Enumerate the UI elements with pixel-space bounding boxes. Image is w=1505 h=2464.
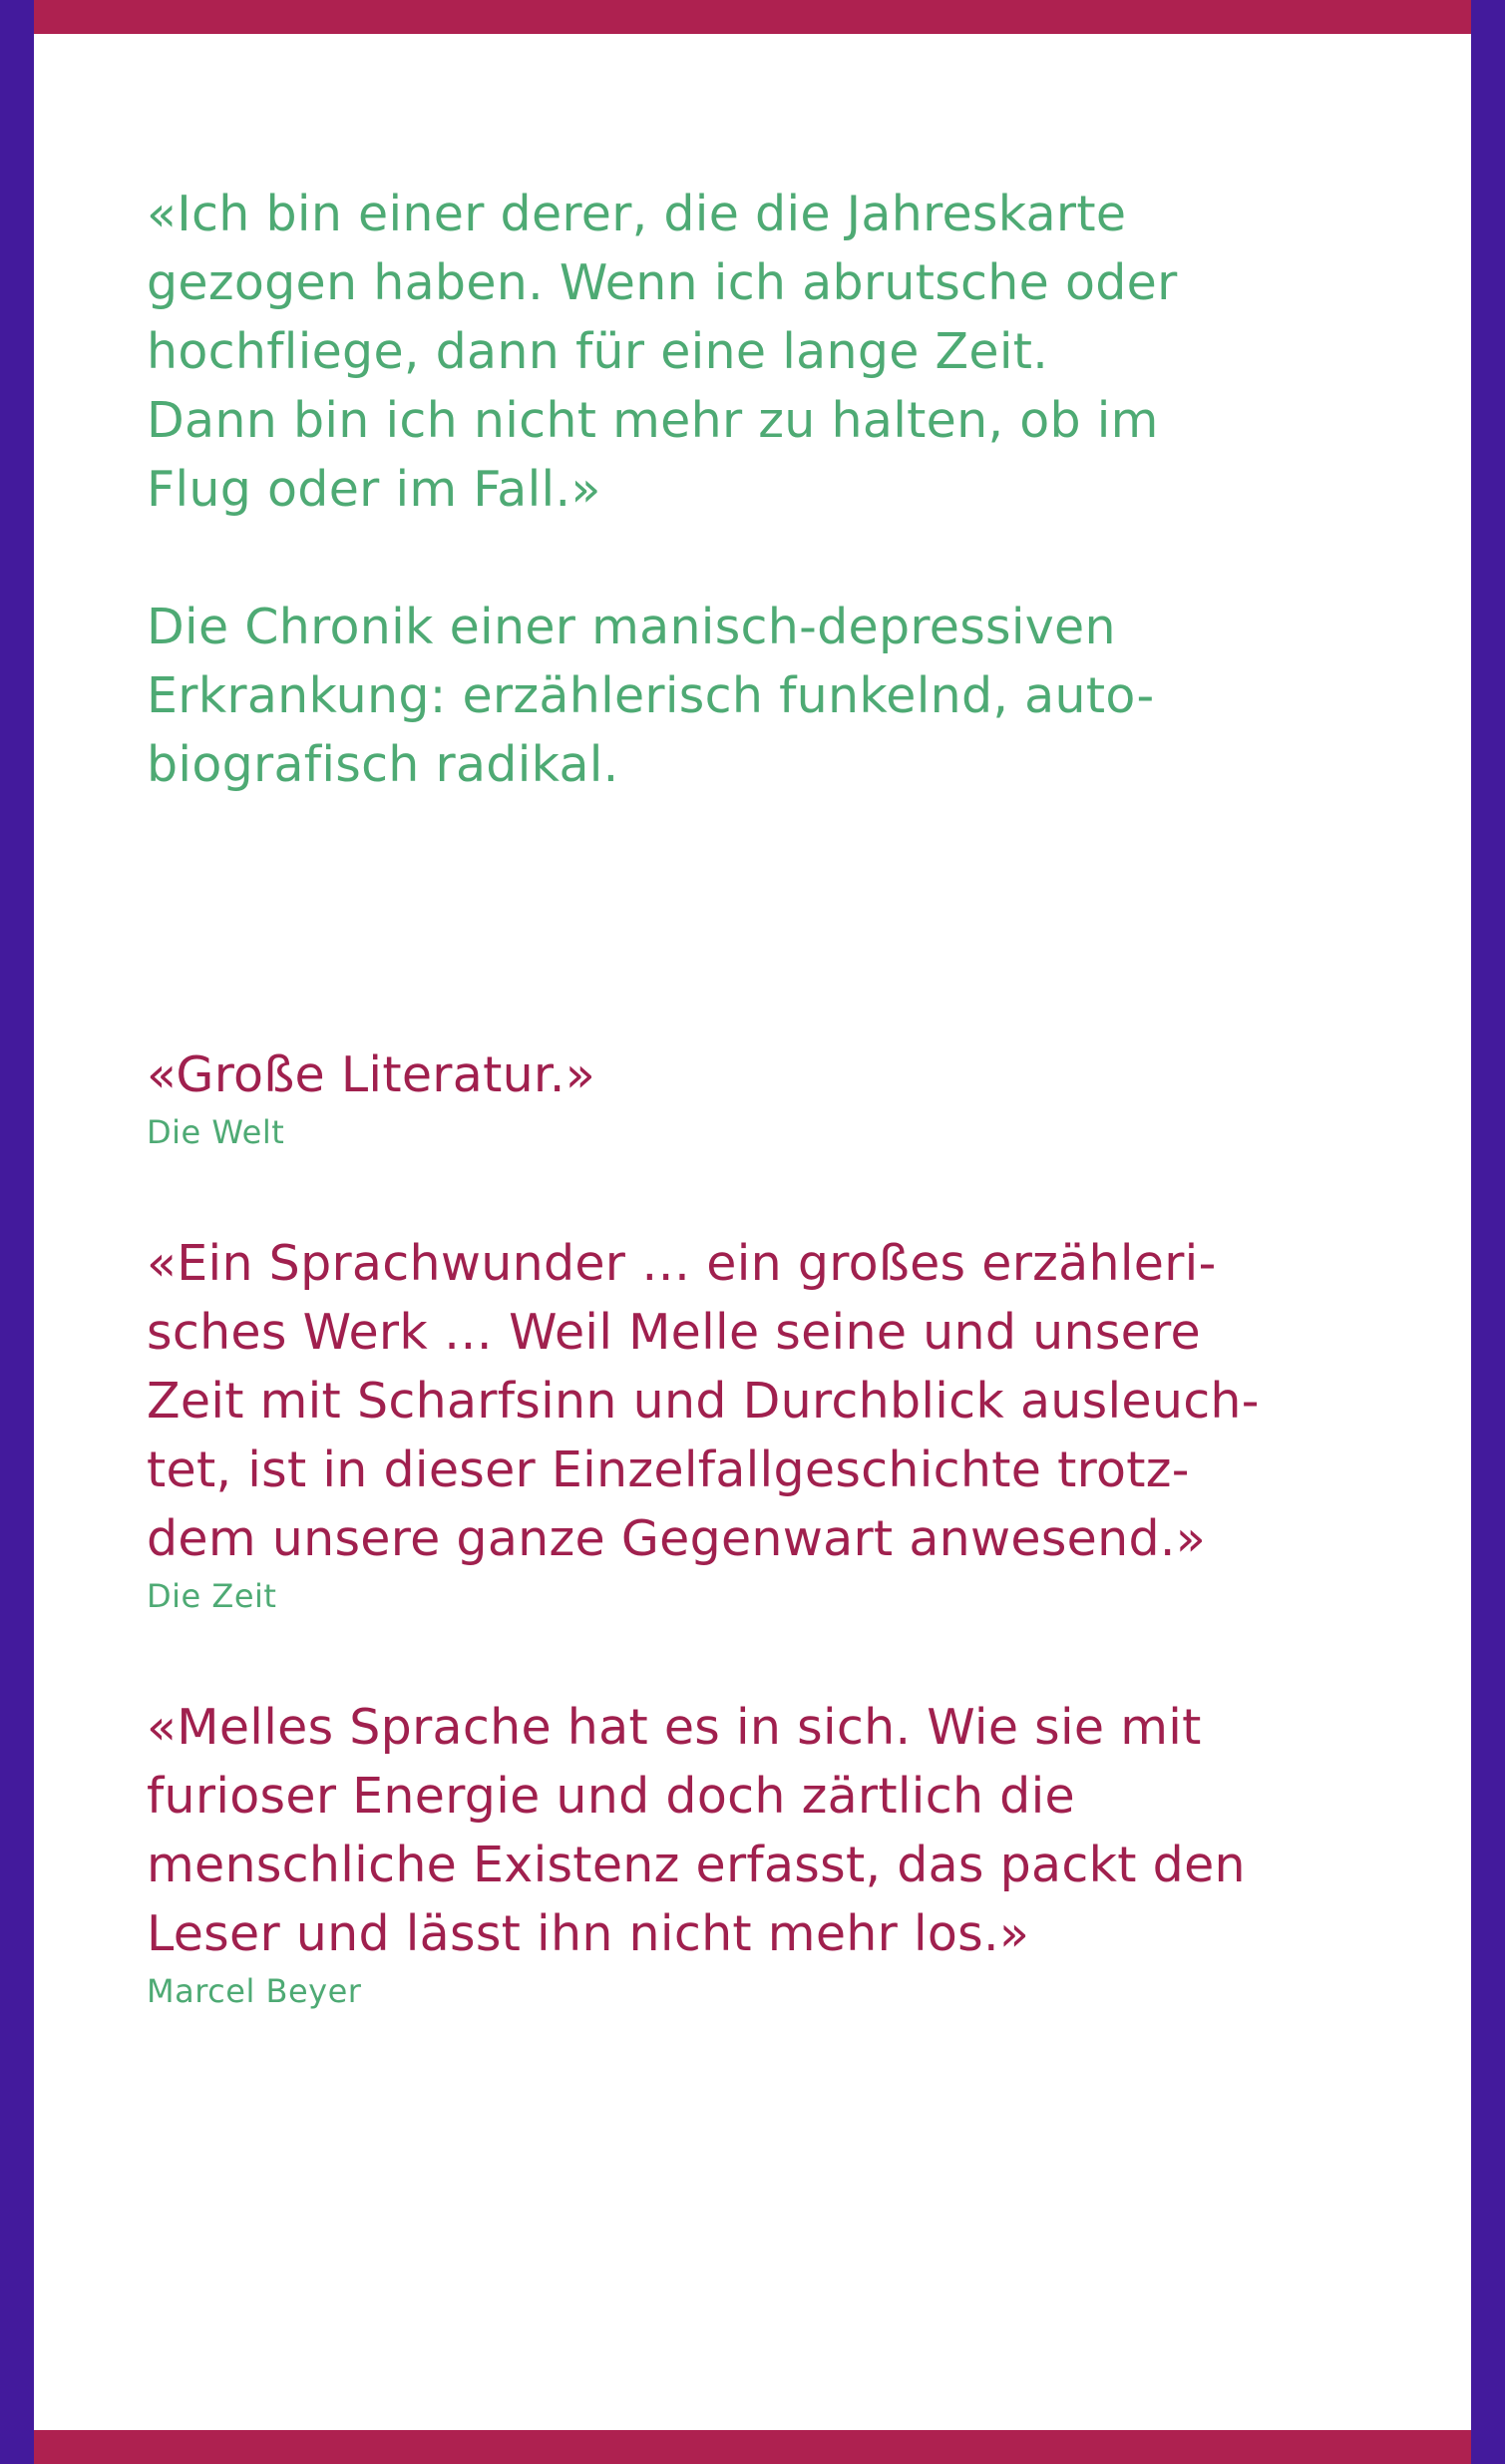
blurb-quote [147,180,1373,524]
quote-line: «Große Literatur.» [147,1046,596,1103]
back-cover-text [147,180,1373,2088]
quote-line: «Melles Sprache hat es in sich. Wie sie mit [147,1699,1202,1756]
review-quote [147,1693,1373,1968]
quote-line: menschliche Existenz erfasst, das packt den [147,1837,1246,1893]
review-source: Die Zeit [147,1577,277,1615]
review-source: Die Welt [147,1113,285,1151]
quote-line: dem unsere ganze Gegenwart anwesend.» [147,1510,1207,1567]
quote-line: sches Werk … Weil Melle seine und unsere [147,1304,1201,1361]
review-die-zeit [147,1229,1373,1615]
blurb-line: «Ich bin einer derer, die die Jahreskarte [147,186,1127,242]
review-quote [147,1040,1373,1109]
review-die-welt [147,1040,1373,1151]
frame-right-border [1471,0,1505,2464]
frame-bottom-band [34,2430,1471,2464]
blurb-line: Dann bin ich nicht mehr zu halten, ob im [147,392,1159,449]
blurb-line: Flug oder im Fall.» [147,461,601,518]
blurb-line: gezogen haben. Wenn ich abrutsche oder [147,254,1178,311]
blurb-line: Erkrankung: erzählerisch funkelnd, auto- [147,667,1155,724]
frame-top-band [34,0,1471,34]
blurb-description [147,593,1373,799]
blurb-line: biografisch radikal. [147,736,619,793]
quote-line: tet, ist in dieser Einzelfallgeschichte trotz- [147,1441,1190,1498]
blurb-line: hochfliege, dann für eine lange Zeit. [147,323,1049,380]
blurb-line: Die Chronik einer manisch-depressiven [147,599,1116,655]
review-source: Marcel Beyer [147,1972,362,2010]
quote-line: Leser und lässt ihn nicht mehr los.» [147,1905,1030,1962]
review-quote [147,1229,1373,1573]
review-marcel-beyer [147,1693,1373,2010]
quote-line: Zeit mit Scharfsinn und Durchblick ausleuch- [147,1373,1260,1430]
press-reviews [147,1040,1373,2010]
frame-left-border [0,0,34,2464]
quote-line: furioser Energie und doch zärtlich die [147,1768,1075,1825]
quote-line: «Ein Sprachwunder … ein großes erzähleri- [147,1235,1217,1292]
